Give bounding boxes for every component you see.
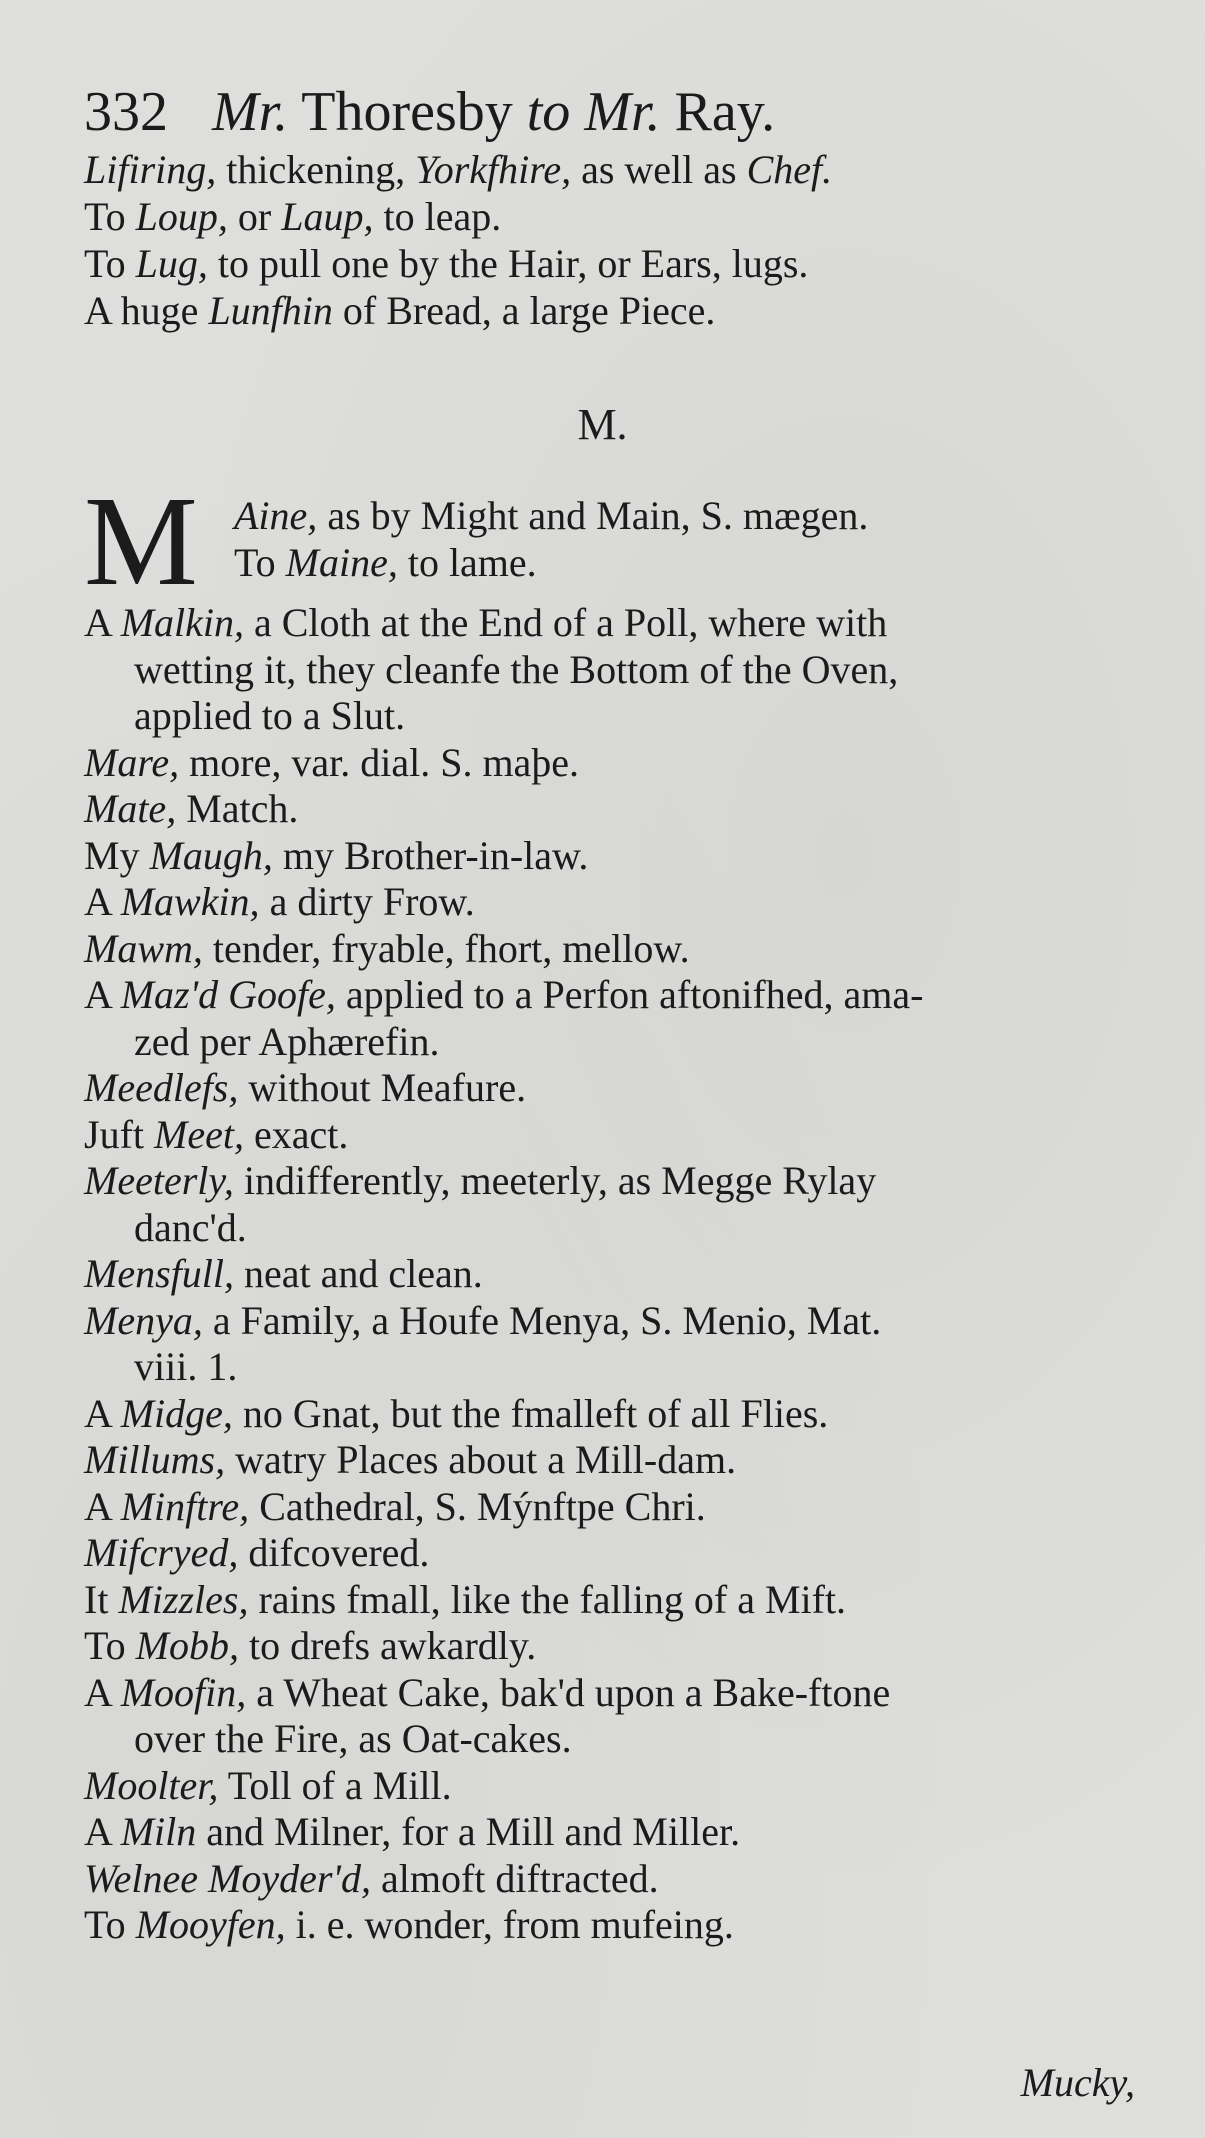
entry-term: Lug, [135,241,208,286]
entry-term: Mifcryed, [84,1530,239,1575]
list-item [84,786,1144,833]
list-item [84,1437,1144,1484]
entry-definition: a Wheat Cake, bak'd upon a Bake-ftone [246,1669,891,1715]
list-item [84,1158,1144,1251]
entry-term: Aine, [234,493,318,538]
entry-definition: tender, fryable, fhort, mellow. [202,925,690,971]
entry-term: Welnee Moyder'd, [84,1855,371,1901]
entry-continuation: over the Fire, as Oat-cakes. [134,1716,572,1761]
entry-definition: my Brother-in-law. [272,832,589,878]
header-title-to: to [526,81,571,143]
entry-term: Meeterly, [84,1158,234,1203]
list-item [84,740,1144,787]
list-item [84,1763,1144,1810]
header-title-mr2: Mr. [584,81,661,143]
entry-term: Mate, [84,786,177,831]
list-item: My Maugh, my Brother-in-law. [84,832,589,878]
entry-term: Midge, [120,1390,233,1436]
header-title-ray: Ray. [674,81,776,143]
header-title-mr: Mr. [212,81,289,143]
entry-term: Maz'd Goofe, [120,972,336,1017]
entry-continuation: wetting it, they cleanfe the Bottom of the Oven, [134,646,899,692]
entry-term: Mensfull, [84,1251,234,1296]
entry-term: Meet, [154,1111,244,1157]
page-number: 332 [84,81,168,143]
list-item: A Miln and Milner, for a Mill and Miller. [84,1809,741,1854]
list-item: To Mooyfen, i. e. wonder, from mufeing. [84,1902,734,1947]
entry-definition: Cathedral, S. Mýnftpe Chri. [249,1483,706,1529]
entry-term: Mooyfen, [135,1902,286,1947]
entry-term: Moolter, [84,1762,219,1808]
dropcap-entry [84,470,1144,612]
entry-term: Mobb, [135,1623,239,1668]
entry-definition: a dirty Frow. [259,879,475,924]
entry-term: Malkin, [120,600,244,645]
entry-definition: neat and clean. [233,1251,483,1296]
glossary-entries [84,600,1144,1949]
list-item: A Midge, no Gnat, but the fmalleft of all Flies. [84,1390,829,1436]
list-item: A Malkin, a Cloth at the End of a Poll, where with wetting it, they cleanfe the Bottom of the Oven, applied to a Slut. [84,600,1144,740]
list-item: To Maine, to lame. [234,540,537,585]
list-item: Juft Meet, exact. [84,1111,349,1157]
entry-definition: a Family, a Houfe Menya, S. Menio, Mat. [202,1297,882,1343]
list-item [84,1530,1144,1577]
entry-term: Meedlefs, [84,1065,239,1110]
entry-term: Maugh, [149,832,273,878]
list-item [84,1065,1144,1112]
list-item: A huge Lunfhin of Bread, a large Piece. [84,288,716,333]
entry-definition: indifferently, meeterly, as Megge Rylay [233,1158,877,1203]
entry-definition: without Meafure. [238,1065,527,1110]
list-item: To Loup, or Laup, to leap. [84,194,502,239]
entry-continuation: zed per Aphærefin. [134,1018,440,1064]
list-item: To Lug, to pull one by the Hair, or Ears, lugs. [84,241,809,286]
entry-definition: a Cloth at the End of a Poll, where with [244,600,888,645]
entry-definition: watry Places about a Mill-dam. [225,1437,737,1482]
entry-term: Moofin, [120,1669,247,1715]
drop-cap-letter: M [84,470,198,612]
entry-definition: Match. [176,786,299,831]
entry-continuation: applied to a Slut. [134,693,406,738]
list-item: To Mobb, to drefs awkardly. [84,1623,537,1668]
entry-term: Lunfhin [208,288,333,333]
list-item: A Minftre, Cathedral, S. Mýnftpe Chri. [84,1483,706,1529]
list-item: A Moofin, a Wheat Cake, bak'd upon a Bake-ftone over the Fire, as Oat-cakes. [84,1670,1144,1763]
entry-term: Mawkin, [120,879,260,924]
entry-definition: to drefs awkardly. [238,1623,537,1668]
entry-term: Mizzles, [118,1576,249,1622]
entry-definition: exact. [243,1111,349,1157]
entry-term: Millums, [84,1437,226,1482]
top-entries [84,146,1144,334]
catchword: Mucky, [1020,2060,1135,2105]
entry-definition: applied to a Perfon aftonifhed, ama- [335,972,924,1017]
entry-continuation: danc'd. [134,1204,247,1250]
list-item: A Maz'd Goofe, applied to a Perfon aftonifhed, ama- zed per Aphærefin. [84,972,1144,1065]
entry-definition: Toll of a Mill. [218,1762,452,1808]
entry-definition: difcovered. [238,1530,430,1575]
entry-continuation: viii. 1. [134,1344,238,1389]
entry-term: Loup, [135,194,228,239]
entry-term: Minftre, [120,1483,250,1529]
header-title-thoresby: Thoresby [301,81,513,143]
entry-definition: no Gnat, but the fmalleft of all Flies. [232,1390,829,1436]
entry-term: Mare, [84,739,180,785]
list-item: A Mawkin, a dirty Frow. [84,879,475,924]
list-item: It Mizzles, rains fmall, like the falling of a Mift. [84,1576,847,1622]
entry-definition: almoft diftracted. [370,1855,659,1901]
entry-term: Maine, [285,540,398,585]
list-item [84,1298,1144,1391]
entry-definition: i. e. wonder, from mufeing. [285,1902,734,1947]
list-item [84,926,1144,973]
entry-term: Menya, [84,1297,203,1343]
section-heading: M. [577,400,628,449]
list-item [84,1856,1144,1903]
entry-definition: more, var. dial. S. maþe. [179,739,580,785]
list-item [84,1251,1144,1298]
list-item: Aine, as by Might and Main, S. mægen. [234,493,869,538]
list-item: Lifiring, thickening, Yorkfhire, as well as Chef. [84,147,833,192]
entry-definition: and Milner, for a Mill and Miller. [196,1809,741,1854]
entry-term: Lifiring, [84,147,217,192]
entry-term: Miln [120,1809,197,1854]
entry-definition: rains fmall, like the falling of a Mift. [248,1576,847,1622]
entry-term: Mawm, [84,925,203,971]
running-header [84,82,775,142]
